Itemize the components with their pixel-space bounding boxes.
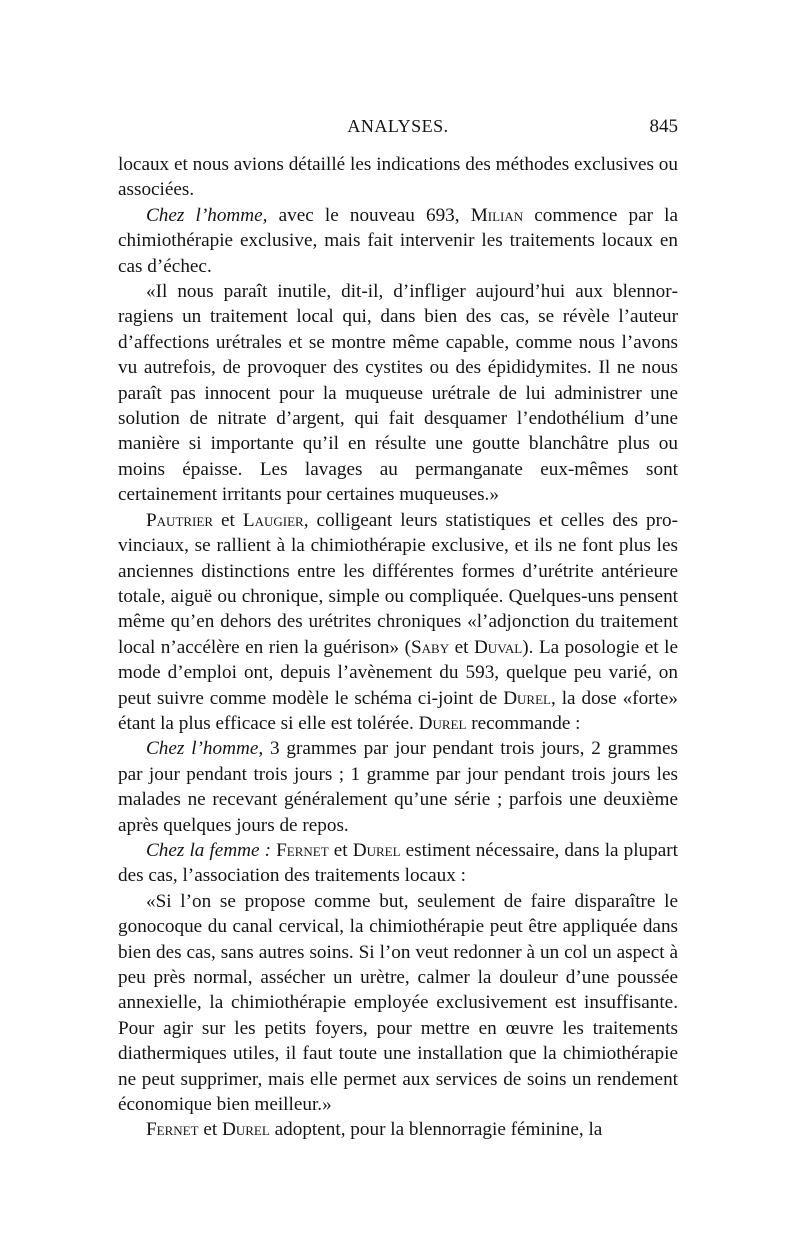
- body-text: [118, 152, 678, 1143]
- text-run: et: [449, 636, 474, 658]
- text-run: et: [328, 839, 353, 861]
- author-name: Pautrier: [146, 509, 214, 531]
- text-run: 3 grammes par jour pendant trois jours, 2 grammes par jour pendant trois jours ; 1 gramme par jour pendant trois jours les malades ne recevant généralement qu’une série ; parfois une deuxième après quelques jours de repos.: [118, 738, 678, 836]
- text-run: avec le nouveau 693,: [267, 204, 471, 226]
- author-name: Durel: [503, 687, 551, 709]
- text-run: , colligeant leurs statistiques et celles des provinciaux, se rallient à la chimiothérapie exclusive, et ils ne font plus les anciennes distinctions entre les différentes formes d’urétrite antérieure totale, aiguë ou chronique, simple ou compliquée. Quelques-uns pensent même qu’en dehors des urétrites chroniques «l’adjonction du traitement local n’accélère en rien la guérison» (: [118, 509, 678, 658]
- page-header: [118, 116, 678, 146]
- paragraph: [118, 838, 678, 889]
- author-name: Durel: [418, 712, 467, 734]
- page-number: 845: [649, 116, 678, 137]
- text-run: adoptent, pour la blennorragie féminine, la: [269, 1119, 603, 1141]
- text-run: recommande :: [466, 712, 581, 734]
- author-name: Duval: [473, 636, 523, 658]
- text-run: «Si l’on se propose comme but, seulement de faire disparaître le gonocoque du canal cervical, la chimiothérapie peut être appliquée dans bien des cas, sans autres soins. Si l’on veut redonner à un col un aspect à peu près normal, assécher un urètre, calmer la douleur d’une poussée annexielle, la chimiothérapie employée exclusivement est insuffisante. Pour agir sur les petits foyers, pour mettre en œuvre les traitements diathermiques utiles, il faut toute une installation que la chimiothérapie ne peut supprimer, mais elle permet aux services de soins un rendement économique bien meilleur.»: [118, 890, 678, 1116]
- text-run: ). La posologie et le mode d’emploi ont, depuis l’avènement du 593, quelque peu varié, on peut suivre comme modèle le schéma ci-joint de: [118, 636, 678, 709]
- text-run: et: [213, 509, 243, 531]
- author-name: Laugier: [242, 509, 304, 531]
- paragraph: [118, 152, 678, 203]
- running-title: ANALYSES.: [347, 116, 449, 136]
- author-name: Durel: [352, 839, 401, 861]
- author-name: Durel: [222, 1119, 270, 1141]
- document-page: [118, 116, 678, 1143]
- paragraph: [118, 203, 678, 279]
- paragraph: [118, 508, 678, 737]
- author-name: Fernet: [276, 839, 329, 861]
- italic-text: Chez l’homme,: [146, 204, 268, 226]
- paragraph: [118, 736, 678, 838]
- author-name: Milian: [470, 204, 524, 226]
- text-run: , la dose «forte» étant la plus efficace si elle est tolérée.: [118, 687, 678, 734]
- author-name: Saby: [410, 636, 450, 658]
- paragraph: [118, 889, 678, 1118]
- italic-text: Chez la femme :: [146, 839, 272, 861]
- text-run: estiment nécessaire, dans la plupart des cas, l’association des traitements locaux :: [118, 839, 678, 887]
- paragraph: [118, 279, 678, 508]
- italic-text: Chez l’homme,: [146, 738, 264, 760]
- text-run: et: [198, 1119, 223, 1141]
- text-run: «Il nous paraît inutile, dit-il, d’infliger aujourd’hui aux blennorragiens un traitement local qui, dans bien des cas, se révèle l’auteur d’affections urétrales et se montre même capable, comme nous l’avons vu autrefois, de provoquer des cystites ou des épididymites. Il ne nous paraît pas innocent pour la muqueuse urétrale de lui administrer une solution de nitrate d’argent, qui fait desquamer l’endothélium d’une manière si importante qu’il en résulte une goutte blanchâtre plus ou moins épaisse. Les lavages au permanganate eux-mêmes sont certainement irritants pour certaines muqueuses.»: [118, 281, 678, 506]
- text-run: locaux et nous avions détaillé les indications des méthodes exclusives ou associées.: [118, 154, 678, 201]
- text-run: commence par la chimiothérapie exclusive, mais fait intervenir les traitements locaux en cas d’échec.: [118, 204, 678, 277]
- author-name: Fernet: [146, 1119, 199, 1141]
- paragraph: [118, 1117, 678, 1142]
